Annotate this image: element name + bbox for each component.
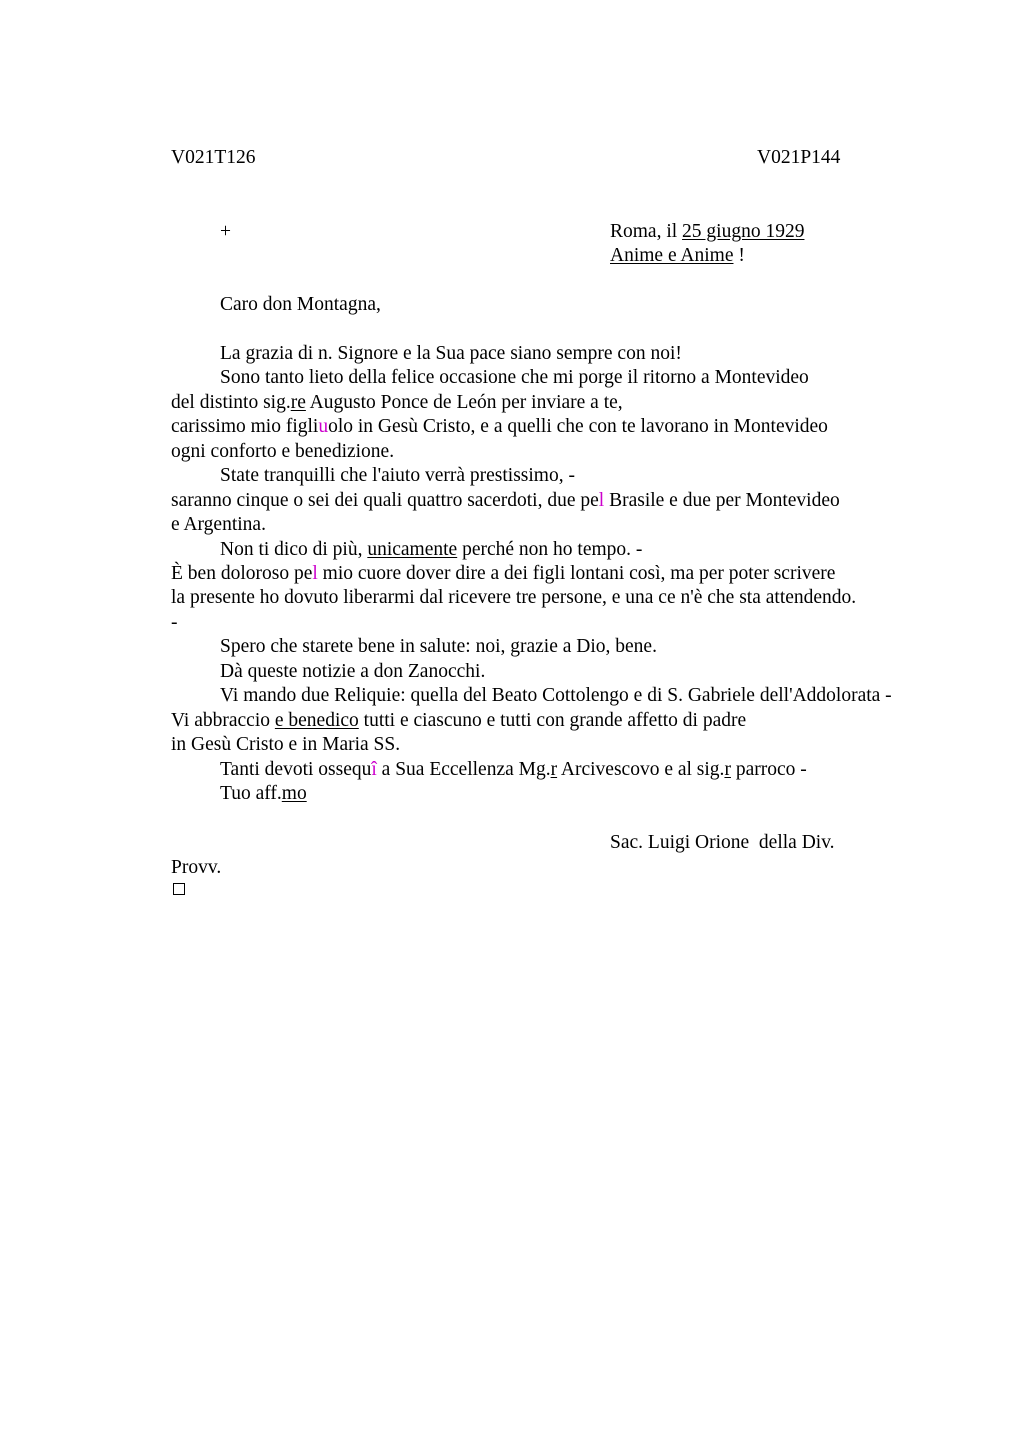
text-span: saranno cinque o sei dei quali quattro sacerdoti, due pe: [171, 490, 599, 511]
body-line: La grazia di n. Signore e la Sua pace siano sempre con noi!: [220, 343, 682, 364]
annotated-letter: u: [318, 416, 329, 437]
underlined-word: unicamente: [367, 539, 458, 560]
body-line: e Argentina.: [171, 514, 266, 535]
signature-continuation: Provv.: [171, 857, 222, 878]
annotated-letter: î: [371, 759, 377, 780]
motto-suffix: !: [733, 245, 745, 266]
body-line: [171, 391, 623, 415]
salutation: Caro don Montagna,: [220, 294, 381, 315]
motto: [610, 244, 745, 268]
body-line: [220, 758, 807, 782]
body-line: State tranquilli che l'aiuto verrà prestissimo, -: [220, 465, 575, 486]
text-span: parroco -: [730, 759, 807, 780]
annotated-letter: l: [312, 563, 318, 584]
underlined-phrase: e benedico: [274, 710, 359, 731]
body-line: [171, 709, 746, 733]
body-line: [171, 562, 835, 586]
annotated-letter: l: [598, 490, 605, 511]
cross-symbol: +: [220, 221, 231, 242]
body-line: [220, 538, 642, 562]
body-line: Spero che starete bene in salute: noi, grazie a Dio, bene.: [220, 636, 657, 657]
end-marker-box: [173, 883, 185, 895]
text-span: del distinto sig.: [171, 392, 291, 413]
body-line: [171, 415, 828, 439]
body-line: la presente ho dovuto liberarmi dal ricevere tre persone, e una ce n'è che sta attendendo.: [171, 587, 857, 608]
closing-line: [220, 782, 307, 806]
text-span: olo in Gesù Cristo, e a quelli che con te lavorano in Montevideo: [328, 416, 828, 437]
document-code-left: V021T126: [171, 147, 256, 168]
body-line: Sono tanto lieto della felice occasione che mi porge il ritorno a Montevideo: [220, 367, 809, 388]
document-code-right: V021P144: [757, 147, 841, 168]
abbrev-superscript: mo: [281, 783, 307, 804]
text-span: Non ti dico di più,: [220, 539, 368, 560]
body-line: [171, 489, 840, 513]
abbrev-superscript: r: [724, 759, 731, 780]
text-span: mio cuore dover dire a dei figli lontani così, ma per poter scrivere: [317, 563, 836, 584]
dateline-prefix: Roma, il: [610, 221, 683, 242]
dateline: [610, 220, 804, 244]
text-span: perché non ho tempo. -: [457, 539, 643, 560]
text-span: Tuo aff.: [220, 783, 282, 804]
text-span: Vi abbraccio: [171, 710, 275, 731]
text-span: Tanti devoti ossequ: [220, 759, 372, 780]
letter-date: 25 giugno 1929: [682, 221, 805, 242]
body-line: in Gesù Cristo e in Maria SS.: [171, 734, 401, 755]
text-span: Arcivescovo e al sig.: [557, 759, 725, 780]
text-span: carissimo mio figli: [171, 416, 319, 437]
body-line: Vi mando due Reliquie: quella del Beato Cottolengo e di S. Gabriele dell'Addolorata -: [220, 685, 892, 706]
text-span: Brasile e due per Montevideo: [604, 490, 840, 511]
text-span: tutti e ciascuno e tutti con grande affetto di padre: [358, 710, 747, 731]
signature: Sac. Luigi Orione della Div.: [610, 832, 835, 853]
text-span: Augusto Ponce de León per inviare a te,: [305, 392, 623, 413]
body-line: -: [171, 612, 178, 633]
motto-text: Anime e Anime: [610, 245, 734, 266]
abbrev-superscript: re: [290, 392, 306, 413]
text-span: a Sua Eccellenza Mg.: [376, 759, 551, 780]
body-line: ogni conforto e benedizione.: [171, 441, 395, 462]
text-span: È ben doloroso pe: [171, 563, 313, 584]
body-line: Dà queste notizie a don Zanocchi.: [220, 661, 486, 682]
abbrev-superscript: r: [550, 759, 558, 780]
